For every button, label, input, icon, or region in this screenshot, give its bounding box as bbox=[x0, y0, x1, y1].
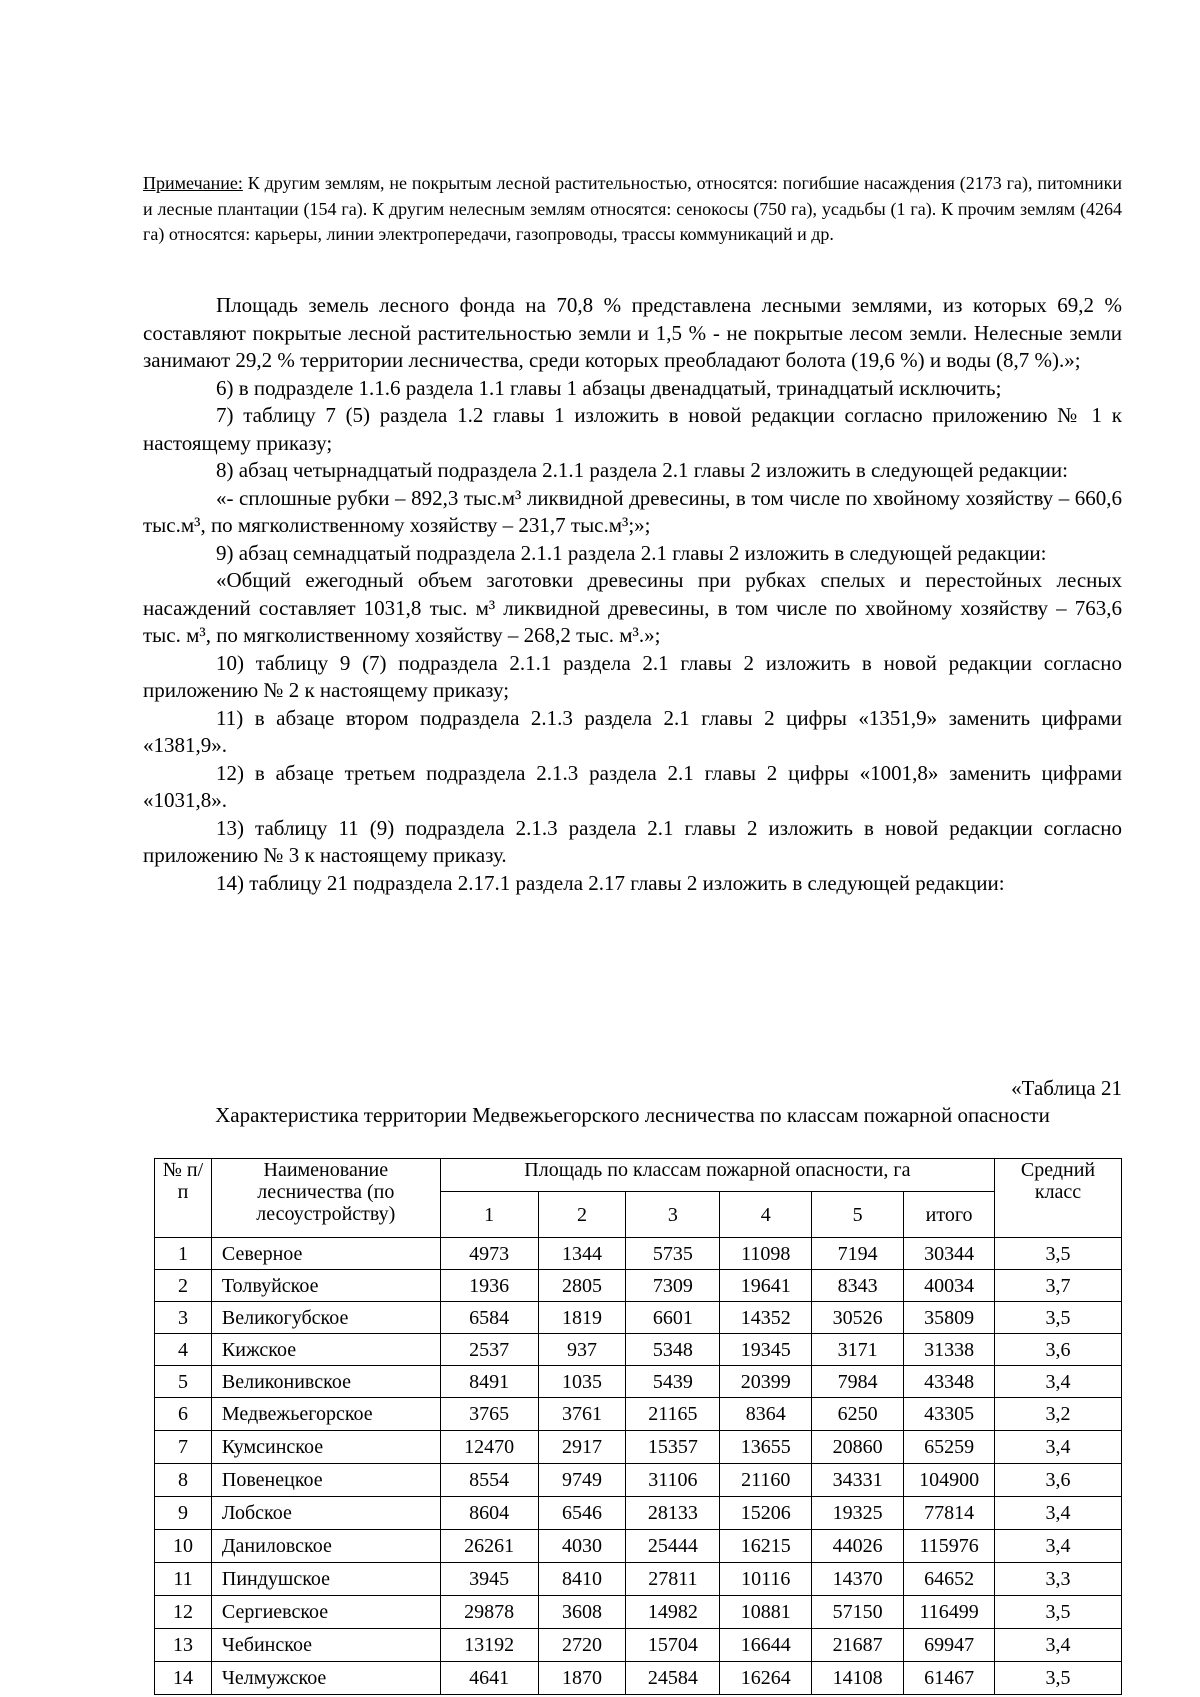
cell-value: 21160 bbox=[720, 1464, 812, 1497]
cell-value: 6250 bbox=[812, 1398, 904, 1431]
paragraph: 12) в абзаце третьем подраздела 2.1.3 раздела 2.1 главы 2 цифры «1001,8» заменить цифрами «1031,8». bbox=[143, 760, 1122, 812]
cell-value: 6546 bbox=[538, 1497, 626, 1530]
cell-value: 16215 bbox=[720, 1530, 812, 1563]
header-avg-class: Средний класс bbox=[995, 1159, 1122, 1238]
cell-avg-class: 3,3 bbox=[995, 1563, 1122, 1596]
cell-value: 24584 bbox=[626, 1662, 720, 1695]
header-class: 5 bbox=[812, 1192, 904, 1238]
cell-value: 1870 bbox=[538, 1662, 626, 1695]
cell-value: 2537 bbox=[440, 1334, 538, 1366]
cell-value: 43305 bbox=[904, 1398, 995, 1431]
cell-value: 57150 bbox=[812, 1596, 904, 1629]
cell-avg-class: 3,5 bbox=[995, 1238, 1122, 1270]
cell-name: Северное bbox=[211, 1238, 440, 1270]
cell-value: 8343 bbox=[812, 1270, 904, 1302]
cell-name: Великонивское bbox=[211, 1366, 440, 1398]
note-block bbox=[143, 171, 1122, 248]
cell-value: 5348 bbox=[626, 1334, 720, 1366]
cell-value: 25444 bbox=[626, 1530, 720, 1563]
paragraph: 8) абзац четырнадцатый подраздела 2.1.1 раздела 2.1 главы 2 изложить в следующей редакции: bbox=[216, 458, 1068, 482]
cell-value: 13192 bbox=[440, 1629, 538, 1662]
table-row bbox=[155, 1563, 1122, 1596]
cell-value: 77814 bbox=[904, 1497, 995, 1530]
table-row bbox=[155, 1464, 1122, 1497]
table-row bbox=[155, 1334, 1122, 1366]
cell-value: 65259 bbox=[904, 1431, 995, 1464]
cell-value: 27811 bbox=[626, 1563, 720, 1596]
cell-value: 16264 bbox=[720, 1662, 812, 1695]
cell-value: 14352 bbox=[720, 1302, 812, 1334]
cell-num: 10 bbox=[155, 1530, 212, 1563]
note-label: Примечание: bbox=[143, 173, 243, 193]
cell-name: Толвуйское bbox=[211, 1270, 440, 1302]
cell-num: 12 bbox=[155, 1596, 212, 1629]
cell-value: 19345 bbox=[720, 1334, 812, 1366]
table-title: Характеристика территории Медвежьегорского лесничества по классам пожарной опасности bbox=[215, 1103, 1050, 1127]
cell-value: 43348 bbox=[904, 1366, 995, 1398]
table-row bbox=[155, 1530, 1122, 1563]
cell-num: 2 bbox=[155, 1270, 212, 1302]
cell-value: 7309 bbox=[626, 1270, 720, 1302]
cell-value: 28133 bbox=[626, 1497, 720, 1530]
cell-value: 7984 bbox=[812, 1366, 904, 1398]
cell-num: 7 bbox=[155, 1431, 212, 1464]
cell-value: 14108 bbox=[812, 1662, 904, 1695]
cell-value: 2720 bbox=[538, 1629, 626, 1662]
header-class: 2 bbox=[538, 1192, 626, 1238]
cell-name: Кижское bbox=[211, 1334, 440, 1366]
cell-name: Медвежьегорское bbox=[211, 1398, 440, 1431]
table-row bbox=[155, 1238, 1122, 1270]
header-class-total: итого bbox=[904, 1192, 995, 1238]
cell-value: 10116 bbox=[720, 1563, 812, 1596]
cell-avg-class: 3,6 bbox=[995, 1334, 1122, 1366]
cell-value: 1819 bbox=[538, 1302, 626, 1334]
cell-value: 34331 bbox=[812, 1464, 904, 1497]
cell-value: 15206 bbox=[720, 1497, 812, 1530]
cell-name: Кумсинское bbox=[211, 1431, 440, 1464]
cell-value: 3945 bbox=[440, 1563, 538, 1596]
cell-value: 3608 bbox=[538, 1596, 626, 1629]
cell-value: 31338 bbox=[904, 1334, 995, 1366]
cell-value: 14370 bbox=[812, 1563, 904, 1596]
header-class: 4 bbox=[720, 1192, 812, 1238]
cell-value: 116499 bbox=[904, 1596, 995, 1629]
paragraph: 10) таблицу 9 (7) подраздела 2.1.1 раздела 2.1 главы 2 изложить в новой редакции согласно приложению № 2 к настоящему приказу; bbox=[143, 650, 1122, 702]
cell-value: 15704 bbox=[626, 1629, 720, 1662]
paragraph: 7) таблицу 7 (5) раздела 1.2 главы 1 изложить в новой редакции согласно приложению № 1 к настоящему приказу; bbox=[143, 403, 1122, 455]
table-label: «Таблица 21 bbox=[1011, 1076, 1122, 1100]
cell-value: 10881 bbox=[720, 1596, 812, 1629]
cell-value: 104900 bbox=[904, 1464, 995, 1497]
cell-value: 6601 bbox=[626, 1302, 720, 1334]
cell-value: 2805 bbox=[538, 1270, 626, 1302]
cell-value: 44026 bbox=[812, 1530, 904, 1563]
cell-value: 8364 bbox=[720, 1398, 812, 1431]
paragraph: 11) в абзаце втором подраздела 2.1.3 раздела 2.1 главы 2 цифры «1351,9» заменить цифрами «1381,9». bbox=[143, 705, 1122, 757]
cell-value: 1936 bbox=[440, 1270, 538, 1302]
header-num: № п/п bbox=[155, 1159, 212, 1238]
paragraph: 6) в подразделе 1.1.6 раздела 1.1 главы 1 абзацы двенадцатый, тринадцатый исключить; bbox=[216, 375, 1002, 400]
cell-value: 937 bbox=[538, 1334, 626, 1366]
cell-value: 4973 bbox=[440, 1238, 538, 1270]
cell-value: 4641 bbox=[440, 1662, 538, 1695]
cell-avg-class: 3,5 bbox=[995, 1302, 1122, 1334]
table-row bbox=[155, 1270, 1122, 1302]
table-row bbox=[155, 1629, 1122, 1662]
cell-num: 4 bbox=[155, 1334, 212, 1366]
cell-num: 14 bbox=[155, 1662, 212, 1695]
cell-value: 8554 bbox=[440, 1464, 538, 1497]
paragraph: 9) абзац семнадцатый подраздела 2.1.1 раздела 2.1 главы 2 изложить в следующей редакции: bbox=[216, 540, 1047, 565]
header-area-group: Площадь по классам пожарной опасности, га bbox=[440, 1159, 994, 1192]
table-body bbox=[155, 1238, 1122, 1695]
body-text bbox=[143, 292, 1122, 897]
cell-value: 1344 bbox=[538, 1238, 626, 1270]
table-row bbox=[155, 1497, 1122, 1530]
table-row bbox=[155, 1366, 1122, 1398]
table-row bbox=[155, 1398, 1122, 1431]
cell-value: 1035 bbox=[538, 1366, 626, 1398]
cell-value: 40034 bbox=[904, 1270, 995, 1302]
cell-avg-class: 3,4 bbox=[995, 1497, 1122, 1530]
cell-value: 3171 bbox=[812, 1334, 904, 1366]
cell-value: 20399 bbox=[720, 1366, 812, 1398]
cell-value: 61467 bbox=[904, 1662, 995, 1695]
cell-avg-class: 3,5 bbox=[995, 1596, 1122, 1629]
cell-avg-class: 3,6 bbox=[995, 1464, 1122, 1497]
cell-value: 9749 bbox=[538, 1464, 626, 1497]
cell-value: 14982 bbox=[626, 1596, 720, 1629]
cell-value: 21165 bbox=[626, 1398, 720, 1431]
paragraph: Площадь земель лесного фонда на 70,8 % представлена лесными землями, из которых 69,2 % составляют покрытые лесной растительностью земли и 1,5 % - не покрытые лесом земли. Нелесные земли занимают 29,2 % территории лесничества, среди которых преобладают болота (19,6 %) и воды (8,7 %).»; bbox=[143, 293, 1122, 372]
cell-name: Сергиевское bbox=[211, 1596, 440, 1629]
cell-value: 20860 bbox=[812, 1431, 904, 1464]
paragraph: «Общий ежегодный объем заготовки древесины при рубках спелых и перестойных лесных насаждений составляет 1031,8 тыс. м³ ликвидной древесины, в том числе по хвойному хозяйству – 763,6 тыс. м³, по мягколиственному хозяйству – 268,2 тыс. м³.»; bbox=[143, 568, 1122, 647]
cell-value: 29878 bbox=[440, 1596, 538, 1629]
cell-value: 30526 bbox=[812, 1302, 904, 1334]
cell-num: 9 bbox=[155, 1497, 212, 1530]
cell-avg-class: 3,7 bbox=[995, 1270, 1122, 1302]
cell-name: Пиндушское bbox=[211, 1563, 440, 1596]
cell-value: 26261 bbox=[440, 1530, 538, 1563]
table-row bbox=[155, 1431, 1122, 1464]
cell-value: 15357 bbox=[626, 1431, 720, 1464]
cell-value: 13655 bbox=[720, 1431, 812, 1464]
cell-value: 35809 bbox=[904, 1302, 995, 1334]
cell-name: Повенецкое bbox=[211, 1464, 440, 1497]
cell-num: 1 bbox=[155, 1238, 212, 1270]
cell-value: 19641 bbox=[720, 1270, 812, 1302]
paragraph: 14) таблицу 21 подраздела 2.17.1 раздела 2.17 главы 2 изложить в следующей редакции: bbox=[216, 870, 1005, 895]
cell-num: 6 bbox=[155, 1398, 212, 1431]
cell-value: 11098 bbox=[720, 1238, 812, 1270]
table-row bbox=[155, 1662, 1122, 1695]
cell-value: 64652 bbox=[904, 1563, 995, 1596]
header-class: 1 bbox=[440, 1192, 538, 1238]
table-row bbox=[155, 1302, 1122, 1334]
cell-avg-class: 3,4 bbox=[995, 1366, 1122, 1398]
cell-num: 11 bbox=[155, 1563, 212, 1596]
cell-value: 6584 bbox=[440, 1302, 538, 1334]
cell-value: 3761 bbox=[538, 1398, 626, 1431]
cell-value: 30344 bbox=[904, 1238, 995, 1270]
cell-value: 3765 bbox=[440, 1398, 538, 1431]
cell-value: 16644 bbox=[720, 1629, 812, 1662]
cell-value: 21687 bbox=[812, 1629, 904, 1662]
cell-avg-class: 3,4 bbox=[995, 1629, 1122, 1662]
cell-name: Лобское bbox=[211, 1497, 440, 1530]
paragraph: «- сплошные рубки – 892,3 тыс.м³ ликвидной древесины, в том числе по хвойному хозяйству – 660,6 тыс.м³, по мягколиственному хозяйству – 231,7 тыс.м³;»; bbox=[143, 485, 1122, 537]
cell-name: Челмужское bbox=[211, 1662, 440, 1695]
cell-num: 5 bbox=[155, 1366, 212, 1398]
cell-value: 8604 bbox=[440, 1497, 538, 1530]
cell-name: Даниловское bbox=[211, 1530, 440, 1563]
cell-avg-class: 3,2 bbox=[995, 1398, 1122, 1431]
cell-name: Великогубское bbox=[211, 1302, 440, 1334]
cell-avg-class: 3,4 bbox=[995, 1530, 1122, 1563]
cell-value: 19325 bbox=[812, 1497, 904, 1530]
cell-value: 8491 bbox=[440, 1366, 538, 1398]
fire-hazard-table bbox=[154, 1158, 1122, 1695]
cell-value: 4030 bbox=[538, 1530, 626, 1563]
cell-name: Чебинское bbox=[211, 1629, 440, 1662]
cell-value: 2917 bbox=[538, 1431, 626, 1464]
cell-num: 3 bbox=[155, 1302, 212, 1334]
cell-value: 8410 bbox=[538, 1563, 626, 1596]
cell-value: 115976 bbox=[904, 1530, 995, 1563]
cell-value: 7194 bbox=[812, 1238, 904, 1270]
table-row bbox=[155, 1596, 1122, 1629]
cell-num: 8 bbox=[155, 1464, 212, 1497]
cell-avg-class: 3,5 bbox=[995, 1662, 1122, 1695]
cell-num: 13 bbox=[155, 1629, 212, 1662]
cell-value: 31106 bbox=[626, 1464, 720, 1497]
note-text: К другим землям, не покрытым лесной растительностью, относятся: погибшие насаждения (2173 га), питомники и лесные плантации (154 га). К другим нелесным землям относятся: сенокосы (750 га), усадьбы (1 га). К прочим землям (4264 га) относятся: карьеры, линии электропередачи, газопроводы, трассы коммуникаций и др. bbox=[143, 173, 1122, 244]
cell-value: 5439 bbox=[626, 1366, 720, 1398]
cell-value: 12470 bbox=[440, 1431, 538, 1464]
cell-value: 5735 bbox=[626, 1238, 720, 1270]
header-name: Наименование лесничества (по лесоустройству) bbox=[211, 1159, 440, 1238]
paragraph: 13) таблицу 11 (9) подраздела 2.1.3 раздела 2.1 главы 2 изложить в новой редакции согласно приложению № 3 к настоящему приказу. bbox=[143, 815, 1122, 867]
header-class: 3 bbox=[626, 1192, 720, 1238]
cell-avg-class: 3,4 bbox=[995, 1431, 1122, 1464]
cell-value: 69947 bbox=[904, 1629, 995, 1662]
